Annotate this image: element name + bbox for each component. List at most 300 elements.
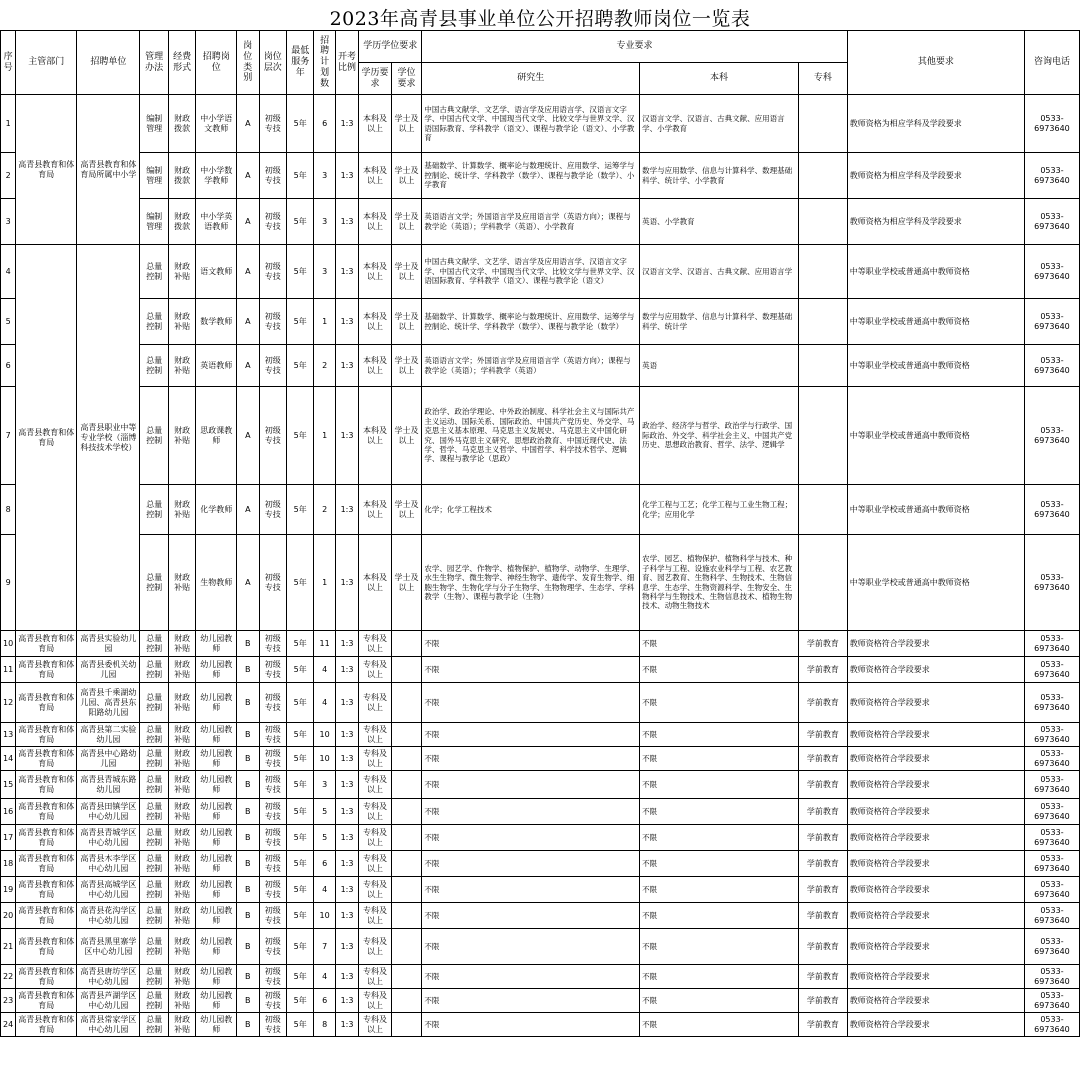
header-degree: 学位要求 <box>391 63 422 95</box>
cell-college: 学前教育 <box>798 723 847 747</box>
cell-ratio: 1:3 <box>335 989 358 1013</box>
cell-edu: 专科及以上 <box>359 965 392 989</box>
cell-ratio: 1:3 <box>335 771 358 799</box>
cell-college <box>798 299 847 345</box>
cell-category: B <box>237 747 259 771</box>
cell-post: 幼儿园教师 <box>196 903 237 929</box>
cell-degree: 学士及以上 <box>391 199 422 245</box>
cell-phone: 0533-6973640 <box>1024 345 1079 387</box>
cell-undergrad: 不限 <box>640 747 799 771</box>
cell-degree <box>391 631 422 657</box>
cell-other: 教师资格符合学段要求 <box>847 723 1024 747</box>
cell-service: 5年 <box>286 989 313 1013</box>
cell-service: 5年 <box>286 345 313 387</box>
cell-level: 初级专技 <box>259 657 286 683</box>
cell-phone: 0533-6973640 <box>1024 535 1079 631</box>
cell-mgmt: 总量控制 <box>140 535 169 631</box>
cell-service: 5年 <box>286 299 313 345</box>
cell-ratio: 1:3 <box>335 877 358 903</box>
cell-post: 幼儿园教师 <box>196 851 237 877</box>
cell-edu: 专科及以上 <box>359 657 392 683</box>
cell-college <box>798 95 847 153</box>
cell-phone: 0533-6973640 <box>1024 199 1079 245</box>
cell-service: 5年 <box>286 877 313 903</box>
cell-plan: 5 <box>314 825 335 851</box>
cell-dept: 高青县教育和体育局 <box>16 771 77 799</box>
table-row <box>1 535 1080 631</box>
cell-undergrad: 不限 <box>640 989 799 1013</box>
cell-dept: 高青县教育和体育局 <box>16 903 77 929</box>
cell-ratio: 1:3 <box>335 683 358 723</box>
cell-degree <box>391 799 422 825</box>
header-unit: 招聘单位 <box>77 31 140 95</box>
cell-level: 初级专技 <box>259 965 286 989</box>
cell-service: 5年 <box>286 723 313 747</box>
cell-post: 幼儿园教师 <box>196 929 237 965</box>
cell-mgmt: 总量控制 <box>140 877 169 903</box>
cell-unit: 高青县中心路幼儿园 <box>77 747 140 771</box>
cell-grad: 不限 <box>422 965 640 989</box>
cell-degree: 学士及以上 <box>391 387 422 485</box>
cell-post: 数学教师 <box>196 299 237 345</box>
cell-degree: 学士及以上 <box>391 299 422 345</box>
cell-post: 化学教师 <box>196 485 237 535</box>
cell-edu: 专科及以上 <box>359 771 392 799</box>
cell-dept: 高青县教育和体育局 <box>16 245 77 631</box>
cell-post: 英语教师 <box>196 345 237 387</box>
cell-dept: 高青县教育和体育局 <box>16 683 77 723</box>
table-row <box>1 485 1080 535</box>
cell-plan: 2 <box>314 485 335 535</box>
cell-college: 学前教育 <box>798 929 847 965</box>
cell-dept: 高青县教育和体育局 <box>16 95 77 245</box>
cell-category: B <box>237 989 259 1013</box>
cell-funding: 财政补贴 <box>168 747 195 771</box>
cell-undergrad: 汉语言文学、汉语言、古典文献、应用语言学、小学教育 <box>640 95 799 153</box>
cell-undergrad: 不限 <box>640 965 799 989</box>
cell-ratio: 1:3 <box>335 929 358 965</box>
cell-seq: 11 <box>1 657 16 683</box>
cell-seq: 13 <box>1 723 16 747</box>
cell-college: 学前教育 <box>798 989 847 1013</box>
cell-dept: 高青县教育和体育局 <box>16 825 77 851</box>
cell-post: 幼儿园教师 <box>196 683 237 723</box>
cell-other: 中等职业学校或普通高中教师资格 <box>847 387 1024 485</box>
cell-category: A <box>237 95 259 153</box>
table-row <box>1 771 1080 799</box>
cell-category: B <box>237 683 259 723</box>
table-row <box>1 903 1080 929</box>
cell-plan: 6 <box>314 989 335 1013</box>
cell-college: 学前教育 <box>798 851 847 877</box>
table-row <box>1 929 1080 965</box>
cell-other: 中等职业学校或普通高中教师资格 <box>847 535 1024 631</box>
cell-college: 学前教育 <box>798 825 847 851</box>
cell-level: 初级专技 <box>259 199 286 245</box>
cell-mgmt: 编制管理 <box>140 199 169 245</box>
cell-unit: 高青县田镇学区中心幼儿园 <box>77 799 140 825</box>
cell-level: 初级专技 <box>259 929 286 965</box>
cell-edu: 专科及以上 <box>359 631 392 657</box>
cell-mgmt: 总量控制 <box>140 657 169 683</box>
cell-service: 5年 <box>286 657 313 683</box>
cell-plan: 4 <box>314 877 335 903</box>
cell-undergrad: 数学与应用数学、信息与计算科学、数理基础科学、统计学、小学教育 <box>640 153 799 199</box>
cell-dept: 高青县教育和体育局 <box>16 657 77 683</box>
cell-unit: 高青县委机关幼儿园 <box>77 657 140 683</box>
cell-service: 5年 <box>286 903 313 929</box>
cell-post: 幼儿园教师 <box>196 799 237 825</box>
cell-college <box>798 153 847 199</box>
cell-level: 初级专技 <box>259 877 286 903</box>
cell-plan: 5 <box>314 799 335 825</box>
cell-level: 初级专技 <box>259 683 286 723</box>
cell-dept: 高青县教育和体育局 <box>16 1013 77 1037</box>
cell-mgmt: 总量控制 <box>140 989 169 1013</box>
cell-funding: 财政补贴 <box>168 989 195 1013</box>
cell-category: B <box>237 851 259 877</box>
cell-other: 教师资格为相应学科及学段要求 <box>847 95 1024 153</box>
cell-edu: 专科及以上 <box>359 929 392 965</box>
table-body <box>1 95 1080 1037</box>
cell-funding: 财政补贴 <box>168 657 195 683</box>
cell-grad: 不限 <box>422 657 640 683</box>
cell-funding: 财政补贴 <box>168 851 195 877</box>
cell-category: B <box>237 1013 259 1037</box>
cell-category: A <box>237 299 259 345</box>
cell-undergrad: 不限 <box>640 683 799 723</box>
cell-other: 中等职业学校或普通高中教师资格 <box>847 485 1024 535</box>
cell-degree <box>391 747 422 771</box>
cell-edu: 专科及以上 <box>359 825 392 851</box>
cell-seq: 21 <box>1 929 16 965</box>
cell-unit: 高青县第二实验幼儿园 <box>77 723 140 747</box>
header-edu: 学历要求 <box>359 63 392 95</box>
cell-undergrad: 英语 <box>640 345 799 387</box>
cell-level: 初级专技 <box>259 485 286 535</box>
cell-edu: 本科及以上 <box>359 387 392 485</box>
cell-mgmt: 总量控制 <box>140 683 169 723</box>
cell-service: 5年 <box>286 683 313 723</box>
cell-ratio: 1:3 <box>335 345 358 387</box>
cell-other: 中等职业学校或普通高中教师资格 <box>847 245 1024 299</box>
header-post: 招聘岗位 <box>196 31 237 95</box>
cell-undergrad: 不限 <box>640 929 799 965</box>
cell-other: 中等职业学校或普通高中教师资格 <box>847 345 1024 387</box>
cell-undergrad: 数学与应用数学、信息与计算科学、数理基础科学、统计学 <box>640 299 799 345</box>
cell-college: 学前教育 <box>798 657 847 683</box>
table-row <box>1 299 1080 345</box>
cell-college <box>798 199 847 245</box>
cell-edu: 本科及以上 <box>359 95 392 153</box>
table-row <box>1 799 1080 825</box>
cell-phone: 0533-6973640 <box>1024 245 1079 299</box>
cell-service: 5年 <box>286 485 313 535</box>
table-row <box>1 851 1080 877</box>
cell-degree <box>391 903 422 929</box>
cell-grad: 不限 <box>422 771 640 799</box>
cell-other: 教师资格符合学段要求 <box>847 771 1024 799</box>
cell-phone: 0533-6973640 <box>1024 747 1079 771</box>
cell-dept: 高青县教育和体育局 <box>16 799 77 825</box>
cell-college <box>798 245 847 299</box>
cell-college: 学前教育 <box>798 747 847 771</box>
cell-phone: 0533-6973640 <box>1024 1013 1079 1037</box>
cell-degree <box>391 723 422 747</box>
cell-service: 5年 <box>286 535 313 631</box>
cell-undergrad: 不限 <box>640 903 799 929</box>
cell-degree: 学士及以上 <box>391 345 422 387</box>
cell-ratio: 1:3 <box>335 657 358 683</box>
cell-undergrad: 不限 <box>640 631 799 657</box>
cell-mgmt: 总量控制 <box>140 723 169 747</box>
cell-phone: 0533-6973640 <box>1024 965 1079 989</box>
cell-mgmt: 总量控制 <box>140 345 169 387</box>
cell-undergrad: 不限 <box>640 1013 799 1037</box>
cell-service: 5年 <box>286 153 313 199</box>
cell-ratio: 1:3 <box>335 485 358 535</box>
header-mgmt: 管理办法 <box>140 31 169 95</box>
cell-degree <box>391 989 422 1013</box>
cell-phone: 0533-6973640 <box>1024 825 1079 851</box>
cell-post: 幼儿园教师 <box>196 631 237 657</box>
cell-phone: 0533-6973640 <box>1024 771 1079 799</box>
cell-service: 5年 <box>286 771 313 799</box>
cell-grad: 不限 <box>422 989 640 1013</box>
cell-edu: 专科及以上 <box>359 989 392 1013</box>
cell-undergrad: 不限 <box>640 723 799 747</box>
cell-unit: 高青县实验幼儿园 <box>77 631 140 657</box>
cell-mgmt: 总量控制 <box>140 485 169 535</box>
cell-phone: 0533-6973640 <box>1024 485 1079 535</box>
table-row <box>1 747 1080 771</box>
cell-service: 5年 <box>286 929 313 965</box>
cell-level: 初级专技 <box>259 903 286 929</box>
cell-undergrad: 不限 <box>640 877 799 903</box>
cell-post: 幼儿园教师 <box>196 771 237 799</box>
cell-funding: 财政补贴 <box>168 903 195 929</box>
cell-phone: 0533-6973640 <box>1024 153 1079 199</box>
cell-category: B <box>237 723 259 747</box>
cell-level: 初级专技 <box>259 345 286 387</box>
cell-plan: 3 <box>314 153 335 199</box>
cell-phone: 0533-6973640 <box>1024 631 1079 657</box>
cell-category: B <box>237 799 259 825</box>
cell-plan: 6 <box>314 851 335 877</box>
cell-phone: 0533-6973640 <box>1024 929 1079 965</box>
cell-seq: 4 <box>1 245 16 299</box>
cell-undergrad: 不限 <box>640 851 799 877</box>
cell-phone: 0533-6973640 <box>1024 723 1079 747</box>
cell-category: A <box>237 485 259 535</box>
header-grad: 研究生 <box>422 63 640 95</box>
cell-seq: 10 <box>1 631 16 657</box>
cell-plan: 3 <box>314 771 335 799</box>
cell-other: 教师资格符合学段要求 <box>847 903 1024 929</box>
cell-edu: 专科及以上 <box>359 723 392 747</box>
cell-plan: 4 <box>314 657 335 683</box>
header-phone: 咨询电话 <box>1024 31 1079 95</box>
cell-edu: 本科及以上 <box>359 299 392 345</box>
cell-edu: 专科及以上 <box>359 799 392 825</box>
cell-other: 教师资格符合学段要求 <box>847 877 1024 903</box>
cell-ratio: 1:3 <box>335 747 358 771</box>
cell-degree: 学士及以上 <box>391 245 422 299</box>
cell-plan: 1 <box>314 535 335 631</box>
cell-seq: 12 <box>1 683 16 723</box>
cell-plan: 6 <box>314 95 335 153</box>
cell-post: 中小学英语教师 <box>196 199 237 245</box>
cell-level: 初级专技 <box>259 387 286 485</box>
table-header <box>1 31 1080 95</box>
cell-mgmt: 总量控制 <box>140 245 169 299</box>
cell-level: 初级专技 <box>259 747 286 771</box>
cell-post: 中小学语文教师 <box>196 95 237 153</box>
cell-ratio: 1:3 <box>335 535 358 631</box>
cell-seq: 5 <box>1 299 16 345</box>
table-row <box>1 153 1080 199</box>
cell-plan: 11 <box>314 631 335 657</box>
cell-unit: 高青县黑里寨学区中心幼儿园 <box>77 929 140 965</box>
cell-college: 学前教育 <box>798 903 847 929</box>
cell-post: 语文教师 <box>196 245 237 299</box>
cell-grad: 不限 <box>422 903 640 929</box>
cell-category: B <box>237 877 259 903</box>
cell-ratio: 1:3 <box>335 153 358 199</box>
cell-post: 幼儿园教师 <box>196 723 237 747</box>
header-dept: 主管部门 <box>16 31 77 95</box>
cell-plan: 4 <box>314 683 335 723</box>
cell-category: B <box>237 771 259 799</box>
cell-edu: 本科及以上 <box>359 345 392 387</box>
cell-mgmt: 总量控制 <box>140 747 169 771</box>
header-category: 岗位类别 <box>237 31 259 95</box>
cell-funding: 财政补贴 <box>168 771 195 799</box>
cell-mgmt: 总量控制 <box>140 851 169 877</box>
cell-funding: 财政补贴 <box>168 799 195 825</box>
cell-edu: 专科及以上 <box>359 683 392 723</box>
header-undergrad: 本科 <box>640 63 799 95</box>
cell-level: 初级专技 <box>259 153 286 199</box>
cell-seq: 16 <box>1 799 16 825</box>
cell-post: 中小学数学教师 <box>196 153 237 199</box>
cell-undergrad: 农学、园艺、植物保护、植物科学与技术、种子科学与工程、设施农业科学与工程、农艺教育、园艺教育、生物科学、生物技术、生物信息学、生态学、生物资源科学、生物安全、生物科学与生物技术、生物信息技术、植物生物技术、动物生物技术 <box>640 535 799 631</box>
cell-degree: 学士及以上 <box>391 153 422 199</box>
cell-seq: 8 <box>1 485 16 535</box>
cell-unit: 高青县木李学区中心幼儿园 <box>77 851 140 877</box>
cell-phone: 0533-6973640 <box>1024 387 1079 485</box>
cell-degree <box>391 851 422 877</box>
cell-grad: 中国古典文献学、文艺学、语言学及应用语言学、汉语言文字学、中国古代文学、中国现当代文学、比较文学与世界文学、汉语国际教育、学科教学（语文）、课程与教学论（语文）、小学教育 <box>422 95 640 153</box>
cell-unit: 高青县千乘湖幼儿园、高青县东阳路幼儿园 <box>77 683 140 723</box>
cell-grad: 英语语言文学；外国语言学及应用语言学（英语方向）；课程与教学论（英语）；学科教学（英语）、小学教育 <box>422 199 640 245</box>
table-row <box>1 199 1080 245</box>
cell-ratio: 1:3 <box>335 245 358 299</box>
cell-seq: 2 <box>1 153 16 199</box>
cell-phone: 0533-6973640 <box>1024 877 1079 903</box>
cell-unit: 高青县青城学区中心幼儿园 <box>77 825 140 851</box>
cell-undergrad: 化学工程与工艺；化学工程与工业生物工程；化学；应用化学 <box>640 485 799 535</box>
cell-funding: 财政补贴 <box>168 683 195 723</box>
recruitment-table <box>0 30 1080 1037</box>
cell-degree <box>391 877 422 903</box>
header-service: 最低服务年 <box>286 31 313 95</box>
cell-dept: 高青县教育和体育局 <box>16 723 77 747</box>
cell-funding: 财政补贴 <box>168 965 195 989</box>
cell-grad: 不限 <box>422 825 640 851</box>
cell-funding: 财政补贴 <box>168 245 195 299</box>
cell-other: 教师资格符合学段要求 <box>847 965 1024 989</box>
cell-seq: 17 <box>1 825 16 851</box>
cell-level: 初级专技 <box>259 723 286 747</box>
table-row <box>1 723 1080 747</box>
cell-grad: 英语语言文学；外国语言学及应用语言学（英语方向）；课程与教学论（英语）；学科教学（英语） <box>422 345 640 387</box>
cell-degree: 学士及以上 <box>391 95 422 153</box>
cell-college <box>798 345 847 387</box>
cell-category: A <box>237 199 259 245</box>
cell-funding: 财政补贴 <box>168 929 195 965</box>
cell-degree <box>391 965 422 989</box>
cell-ratio: 1:3 <box>335 903 358 929</box>
header-level: 岗位层次 <box>259 31 286 95</box>
cell-other: 教师资格符合学段要求 <box>847 1013 1024 1037</box>
cell-level: 初级专技 <box>259 95 286 153</box>
cell-unit: 高青县职业中等专业学校（淄博科技技术学校） <box>77 245 140 631</box>
cell-funding: 财政补贴 <box>168 387 195 485</box>
cell-mgmt: 总量控制 <box>140 903 169 929</box>
cell-plan: 4 <box>314 965 335 989</box>
cell-category: B <box>237 903 259 929</box>
cell-edu: 本科及以上 <box>359 199 392 245</box>
cell-mgmt: 编制管理 <box>140 95 169 153</box>
cell-level: 初级专技 <box>259 771 286 799</box>
header-major-group: 专业要求 <box>422 31 847 63</box>
cell-category: B <box>237 657 259 683</box>
table-row <box>1 989 1080 1013</box>
table-row <box>1 965 1080 989</box>
cell-grad: 不限 <box>422 929 640 965</box>
header-funding: 经费形式 <box>168 31 195 95</box>
cell-category: A <box>237 245 259 299</box>
cell-college: 学前教育 <box>798 965 847 989</box>
cell-plan: 3 <box>314 199 335 245</box>
cell-ratio: 1:3 <box>335 631 358 657</box>
cell-post: 幼儿园教师 <box>196 657 237 683</box>
cell-ratio: 1:3 <box>335 1013 358 1037</box>
cell-mgmt: 总量控制 <box>140 771 169 799</box>
cell-level: 初级专技 <box>259 245 286 299</box>
cell-level: 初级专技 <box>259 799 286 825</box>
header-edu-group: 学历学位要求 <box>359 31 422 63</box>
cell-seq: 1 <box>1 95 16 153</box>
cell-other: 教师资格符合学段要求 <box>847 989 1024 1013</box>
cell-undergrad: 英语、小学教育 <box>640 199 799 245</box>
cell-undergrad: 不限 <box>640 799 799 825</box>
cell-seq: 6 <box>1 345 16 387</box>
cell-service: 5年 <box>286 799 313 825</box>
cell-post: 思政课教师 <box>196 387 237 485</box>
cell-unit: 高青县芦湖学区中心幼儿园 <box>77 989 140 1013</box>
cell-mgmt: 总量控制 <box>140 965 169 989</box>
cell-edu: 专科及以上 <box>359 903 392 929</box>
cell-other: 教师资格符合学段要求 <box>847 657 1024 683</box>
cell-service: 5年 <box>286 95 313 153</box>
cell-edu: 本科及以上 <box>359 535 392 631</box>
cell-funding: 财政补贴 <box>168 299 195 345</box>
cell-seq: 15 <box>1 771 16 799</box>
cell-mgmt: 总量控制 <box>140 299 169 345</box>
cell-grad: 农学、园艺学、作物学、植物保护、植物学、动物学、生理学、水生生物学、微生物学、神经生物学、遗传学、发育生物学、细胞生物学、生物化学与分子生物学、生物物理学、生态学、学科教学（生物）、课程与教学论（生物） <box>422 535 640 631</box>
